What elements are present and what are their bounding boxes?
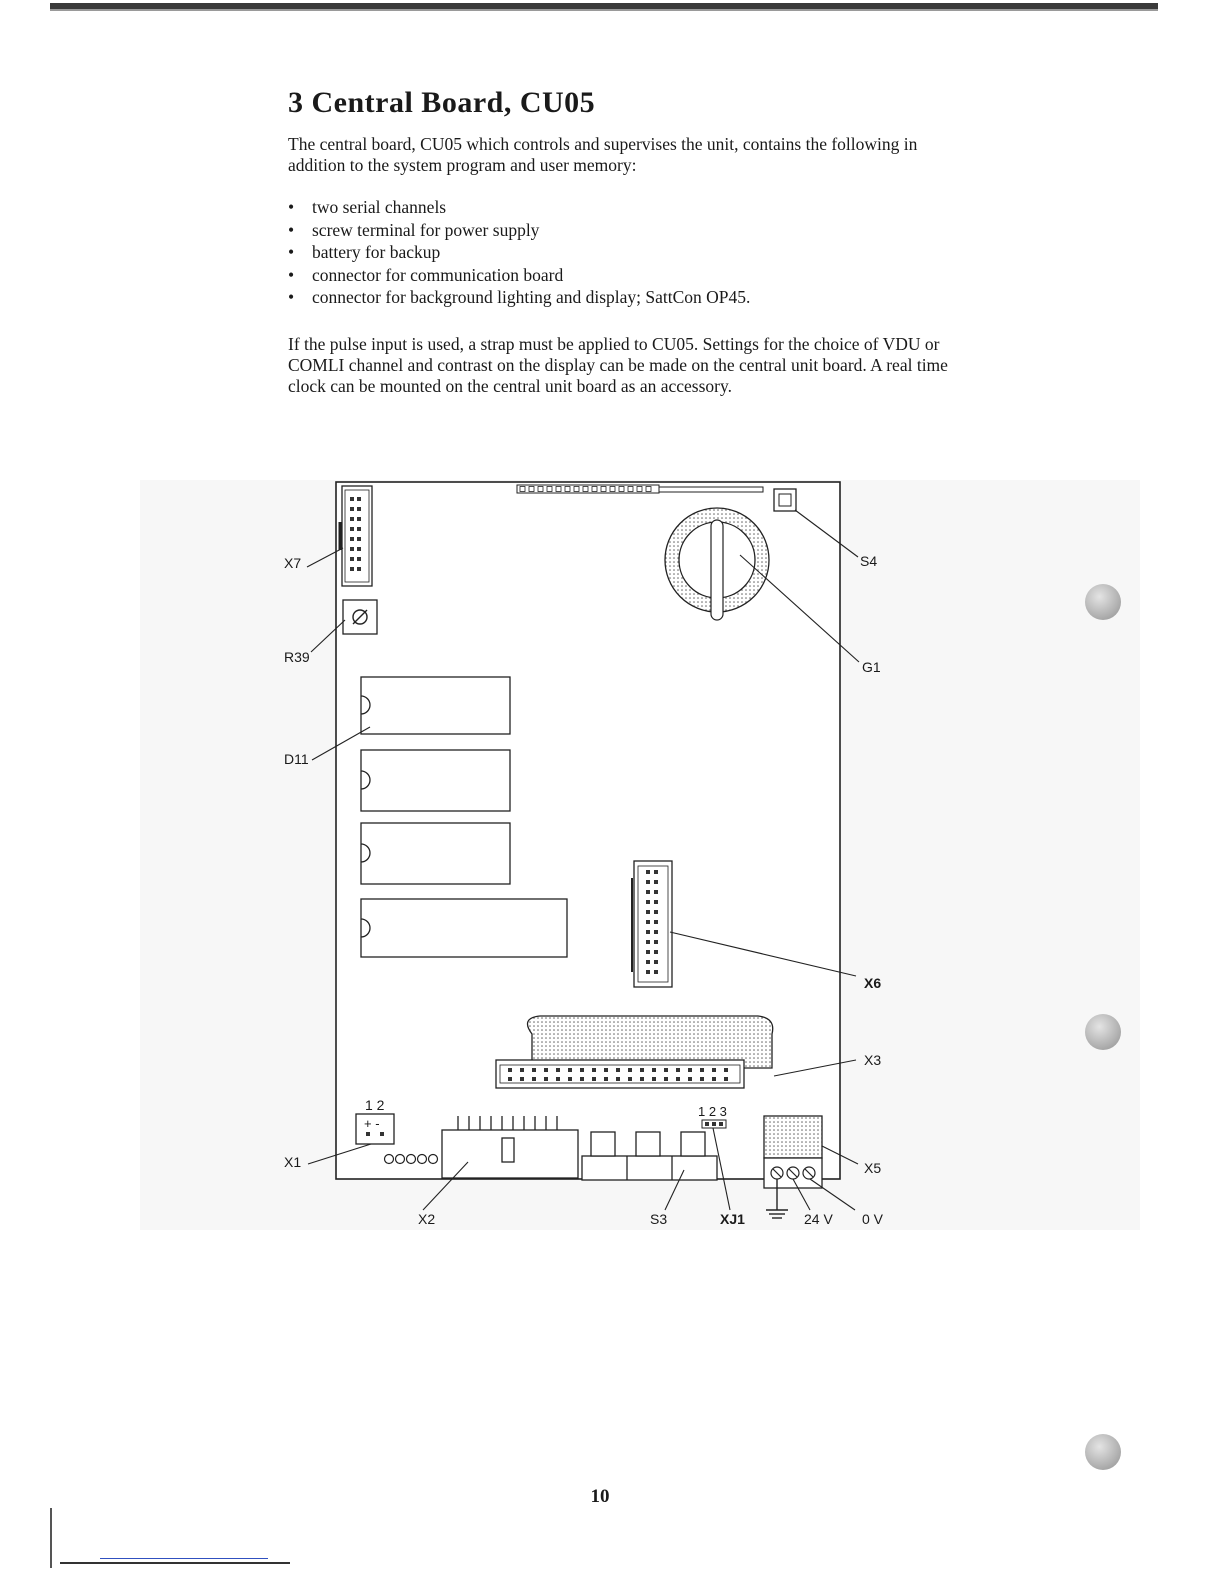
bottom-rule-accent — [100, 1558, 268, 1559]
x7-connector — [340, 486, 372, 586]
label-d11: D11 — [284, 751, 309, 767]
label-r39: R39 — [284, 649, 310, 665]
ic-3 — [361, 823, 510, 884]
s3-switches — [582, 1132, 717, 1180]
label-24v: 24 V — [804, 1211, 833, 1227]
ic-d11 — [361, 677, 510, 734]
intro-paragraph: The central board, CU05 which controls and supervises the unit, contains the following in addition to the system program and user memory: — [288, 134, 918, 175]
ic-4 — [361, 899, 567, 957]
r39-potentiometer — [343, 600, 377, 634]
ic-2 — [361, 750, 510, 811]
label-x1: X1 — [284, 1154, 302, 1170]
x5-terminal — [764, 1116, 822, 1188]
board-diagram — [140, 440, 1140, 1240]
top-rule-shadow — [50, 9, 1158, 11]
x3-connector — [496, 1016, 773, 1088]
x1-pin-numbers: 1 2 — [365, 1097, 385, 1113]
page-number: 10 — [590, 1486, 610, 1507]
label-0v: 0 V — [862, 1211, 884, 1227]
x6-connector — [632, 861, 672, 987]
label-xj1: XJ1 — [720, 1211, 745, 1227]
s4-switch — [774, 489, 796, 511]
note-paragraph: If the pulse input is used, a strap must be applied to CU05. Settings for the choice of VDU or COMLI channel and contrast on the display can be made on the central unit board. A real time clock can be mounted on the central unit board as an accessory. — [288, 334, 948, 396]
svg-text:+ -: + - — [364, 1116, 380, 1131]
list-item: • battery for backup — [288, 241, 750, 264]
label-x3: X3 — [864, 1052, 882, 1068]
label-g1: G1 — [862, 659, 881, 675]
list-item: • two serial channels — [288, 196, 750, 219]
feature-list — [288, 196, 750, 309]
label-x5: X5 — [864, 1160, 882, 1176]
label-x7: X7 — [284, 555, 302, 571]
section-heading: 3 Central Board, CU05 — [288, 86, 596, 119]
label-x6: X6 — [864, 975, 882, 991]
punch-hole — [1085, 1014, 1121, 1050]
scan-edge — [50, 1508, 52, 1568]
xj1-jumper — [698, 1104, 727, 1128]
label-s4: S4 — [860, 553, 878, 569]
list-item: • screw terminal for power supply — [288, 219, 750, 242]
label-s3: S3 — [650, 1211, 668, 1227]
punch-hole — [1085, 584, 1121, 620]
list-item: • connector for communication board — [288, 264, 750, 287]
label-x2: X2 — [418, 1211, 436, 1227]
list-item: • connector for background lighting and display; SattCon OP45. — [288, 286, 750, 309]
bottom-rule — [60, 1562, 290, 1564]
xj1-pin-numbers: 1 2 3 — [698, 1104, 727, 1119]
punch-hole — [1085, 1434, 1121, 1470]
